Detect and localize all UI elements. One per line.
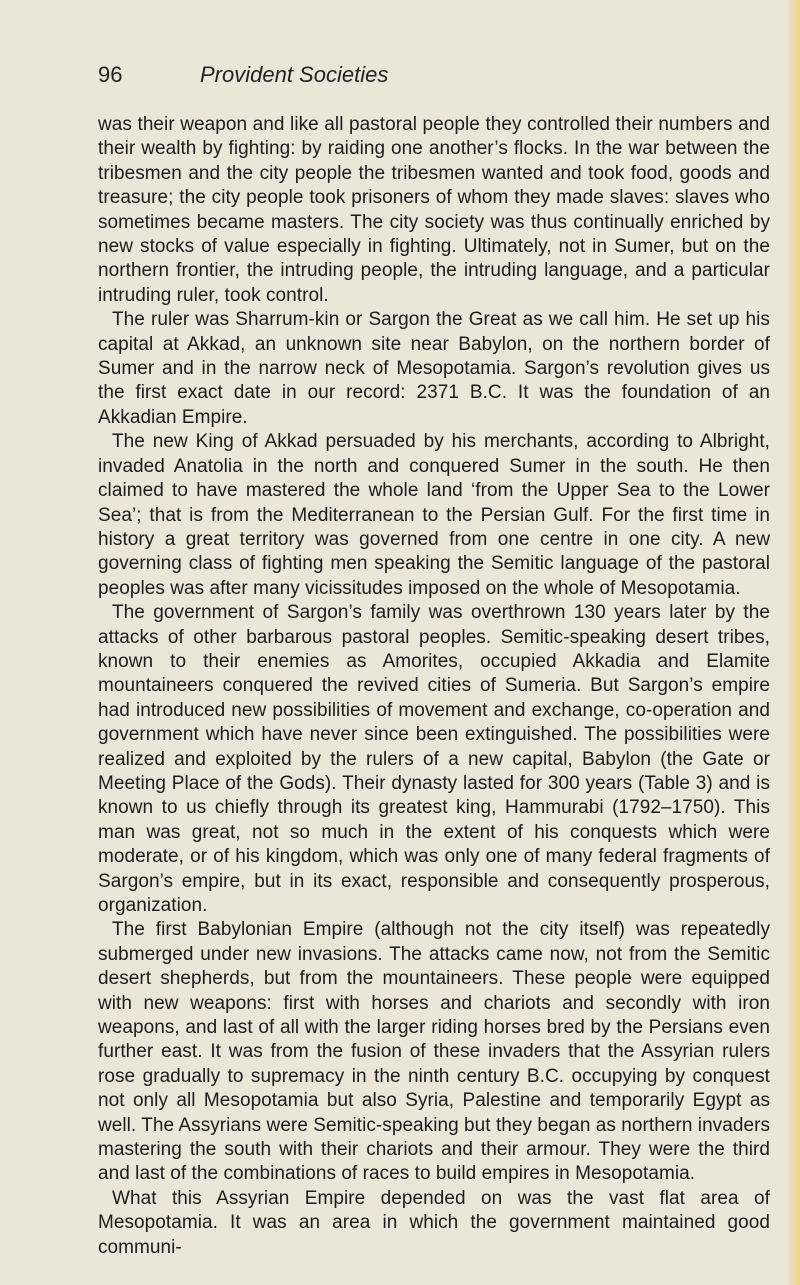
page-edge bbox=[786, 0, 800, 1285]
page-number: 96 bbox=[98, 62, 123, 87]
paragraph: was their weapon and like all pastoral people they controlled their numbers and their wealth by fighting: by raiding one another’s flocks. In the war between the tribesmen and the city people the tribesmen wanted and took food, goods and treasure; the city people took prisoners of whom they made slaves: slaves who sometimes became masters. The city society was thus continually enriched by new stocks of value especially in fighting. Ultimately, not in Sumer, but on the northern frontier, the intruding people, the intruding language, and a particular intruding ruler, took control. bbox=[98, 114, 770, 306]
paragraph: The government of Sargon’s family was overthrown 130 years later by the attacks of other barbarous pastoral peoples. Semitic-speaking desert tribes, known to their enemies as Amorites, occupied Akkadia and Elamite mountaineers conquered the revived cities of Sumeria. But Sargon’s empire had introduced new possibilities of movement and exchange, co-operation and government which have never since been extinguished. The possibilities were realized and exploited by the rulers of a new capital, Babylon (the Gate or Meeting Place of the Gods). Their dynasty lasted for 300 years (Table 3) and is known to us chiefly through its greatest king, Hammurabi (1792–1750). This man was great, not so much in the extent of his conquests which were moderate, or of his kingdom, which was only one of many federal fragments of Sargon’s empire, but in its exact, responsible and consequently prosperous, organization. bbox=[98, 602, 770, 916]
paragraph: The first Babylonian Empire (although not the city itself) was repeatedly submerged under new invasions. The attacks came now, not from the Semitic desert shepherds, but from the mountaineers. These people were equipped with new weapons: first with horses and chariots and secondly with iron weapons, and last of all with the larger riding horses bred by the Persians even further east. It was from the fusion of these invaders that the Assyrian rulers rose gradually to supremacy in the ninth century B.C. occupying by conquest not only all Mesopotamia but also Syria, Palestine and temporarily Egypt as well. The Assyrians were Semitic-speaking but they began as northern invaders mastering the south with their chariots and their armour. They were the third and last of the combinations of races to build empires in Mesopotamia. bbox=[98, 919, 771, 1185]
body-text bbox=[98, 113, 770, 1260]
paragraph: The new King of Akkad persuaded by his merchants, according to Albright, invaded Anatolia in the north and conquered Sumer in the south. He then claimed to have mastered the whole land ‘from the Upper Sea to the Lower Sea’; that is from the Mediterranean to the Persian Gulf. For the first time in history a great territory was governed from one centre in one city. A new governing class of fighting men speaking the Semitic language of the pastoral peoples was after many vicissitudes imposed on the whole of Mesopotamia. bbox=[98, 431, 770, 599]
paragraph: The ruler was Sharrum-kin or Sargon the Great as we call him. He set up his capital at Akkad, an unknown site near Babylon, on the northern border of Sumer and in the narrow neck of Mesopotamia. Sargon’s revolution gives us the first exact date in our record: 2371 B.C. It was the foundation of an Akkadian Empire. bbox=[98, 309, 770, 428]
paragraph: What this Assyrian Empire depended on was the vast flat area of Mesopotamia. It was an area in which the government maintained good communi- bbox=[98, 1187, 770, 1258]
running-title: Provident Societies bbox=[200, 62, 389, 87]
page-header bbox=[98, 62, 388, 88]
